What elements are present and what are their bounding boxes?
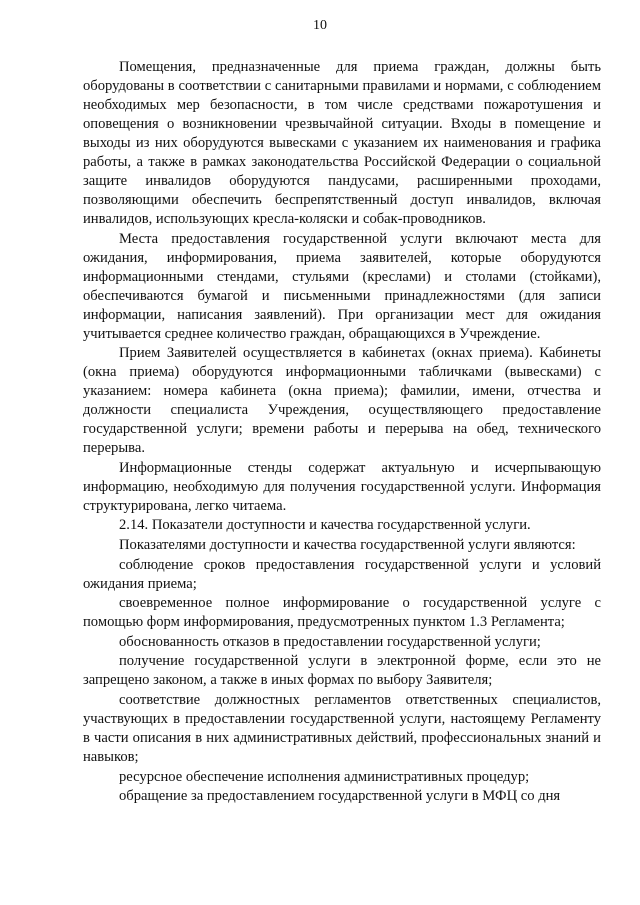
document-body bbox=[83, 58, 601, 807]
indicator-item: обращение за предоставлением государственной услуги в МФЦ со дня bbox=[119, 788, 561, 805]
paragraph-premises: Помещения, предназначенные для приема граждан, должны быть оборудованы в соответствии с санитарными правилами и нормами, с соблюдением необходимых мер безопасности, в том числе средствами пожаротушения и оповещения о возникновении чрезвычайной ситуации. Входы в помещение и выходы из них оборудуются вывесками с указанием их наименования и графика работы, а также в рамках законодательства Российской Федерации о социальной защите инвалидов оборудуются пандусами, расширенными проходами, позволяющими обеспечить беспрепятственный доступ инвалидов, включая инвалидов, использующих кресла-коляски и собак-проводников. bbox=[83, 59, 601, 227]
paragraph-info-stands: Информационные стенды содержат актуальную и исчерпывающую информацию, необходимую для получения государственной услуги. Информация структурирована, легко читаема. bbox=[83, 459, 601, 514]
paragraph-indicators-intro: Показателями доступности и качества государственной услуги являются: bbox=[119, 536, 576, 553]
page-number: 10 bbox=[313, 18, 327, 33]
indicator-item: обоснованность отказов в предоставлении государственной услуги; bbox=[119, 633, 541, 650]
indicator-item: получение государственной услуги в электронной форме, если это не запрещено законом, а также в иных формах по выбору Заявителя; bbox=[83, 653, 601, 689]
paragraph-reception: Прием Заявителей осуществляется в кабинетах (окнах приема). Кабинеты (окна приема) оборудуются информационными табличками (вывесками) с указанием: номера кабинета (окна приема); фамилии, имени, отчества и должности специалиста Учреждения, осуществляющего предоставление государственной услуги; времени работы и перерыва на обед, технического перерыва. bbox=[83, 345, 601, 457]
paragraph-service-places: Места предоставления государственной услуги включают места для ожидания, информирования, приема заявителей, которые оборудуются информационными стендами, стульями (креслами) и столами (стойками), обеспечиваются бумагой и письменными принадлежностями (для записи информации, написания заявлений). При организации мест для ожидания учитывается среднее количество граждан, обращающихся в Учреждение. bbox=[83, 230, 601, 342]
indicator-item: соблюдение сроков предоставления государственной услуги и условий ожидания приема; bbox=[83, 556, 601, 592]
indicator-item: ресурсное обеспечение исполнения административных процедур; bbox=[119, 768, 530, 785]
section-heading-2-14: 2.14. Показатели доступности и качества государственной услуги. bbox=[119, 517, 531, 534]
indicator-item: своевременное полное информирование о государственной услуге с помощью форм информирования, предусмотренных пунктом 1.3 Регламента; bbox=[83, 595, 601, 631]
indicator-item: соответствие должностных регламентов ответственных специалистов, участвующих в предоставлении государственной услуги, настоящему Регламенту в части описания в них административных действий, профессиональных знаний и навыков; bbox=[83, 691, 601, 765]
